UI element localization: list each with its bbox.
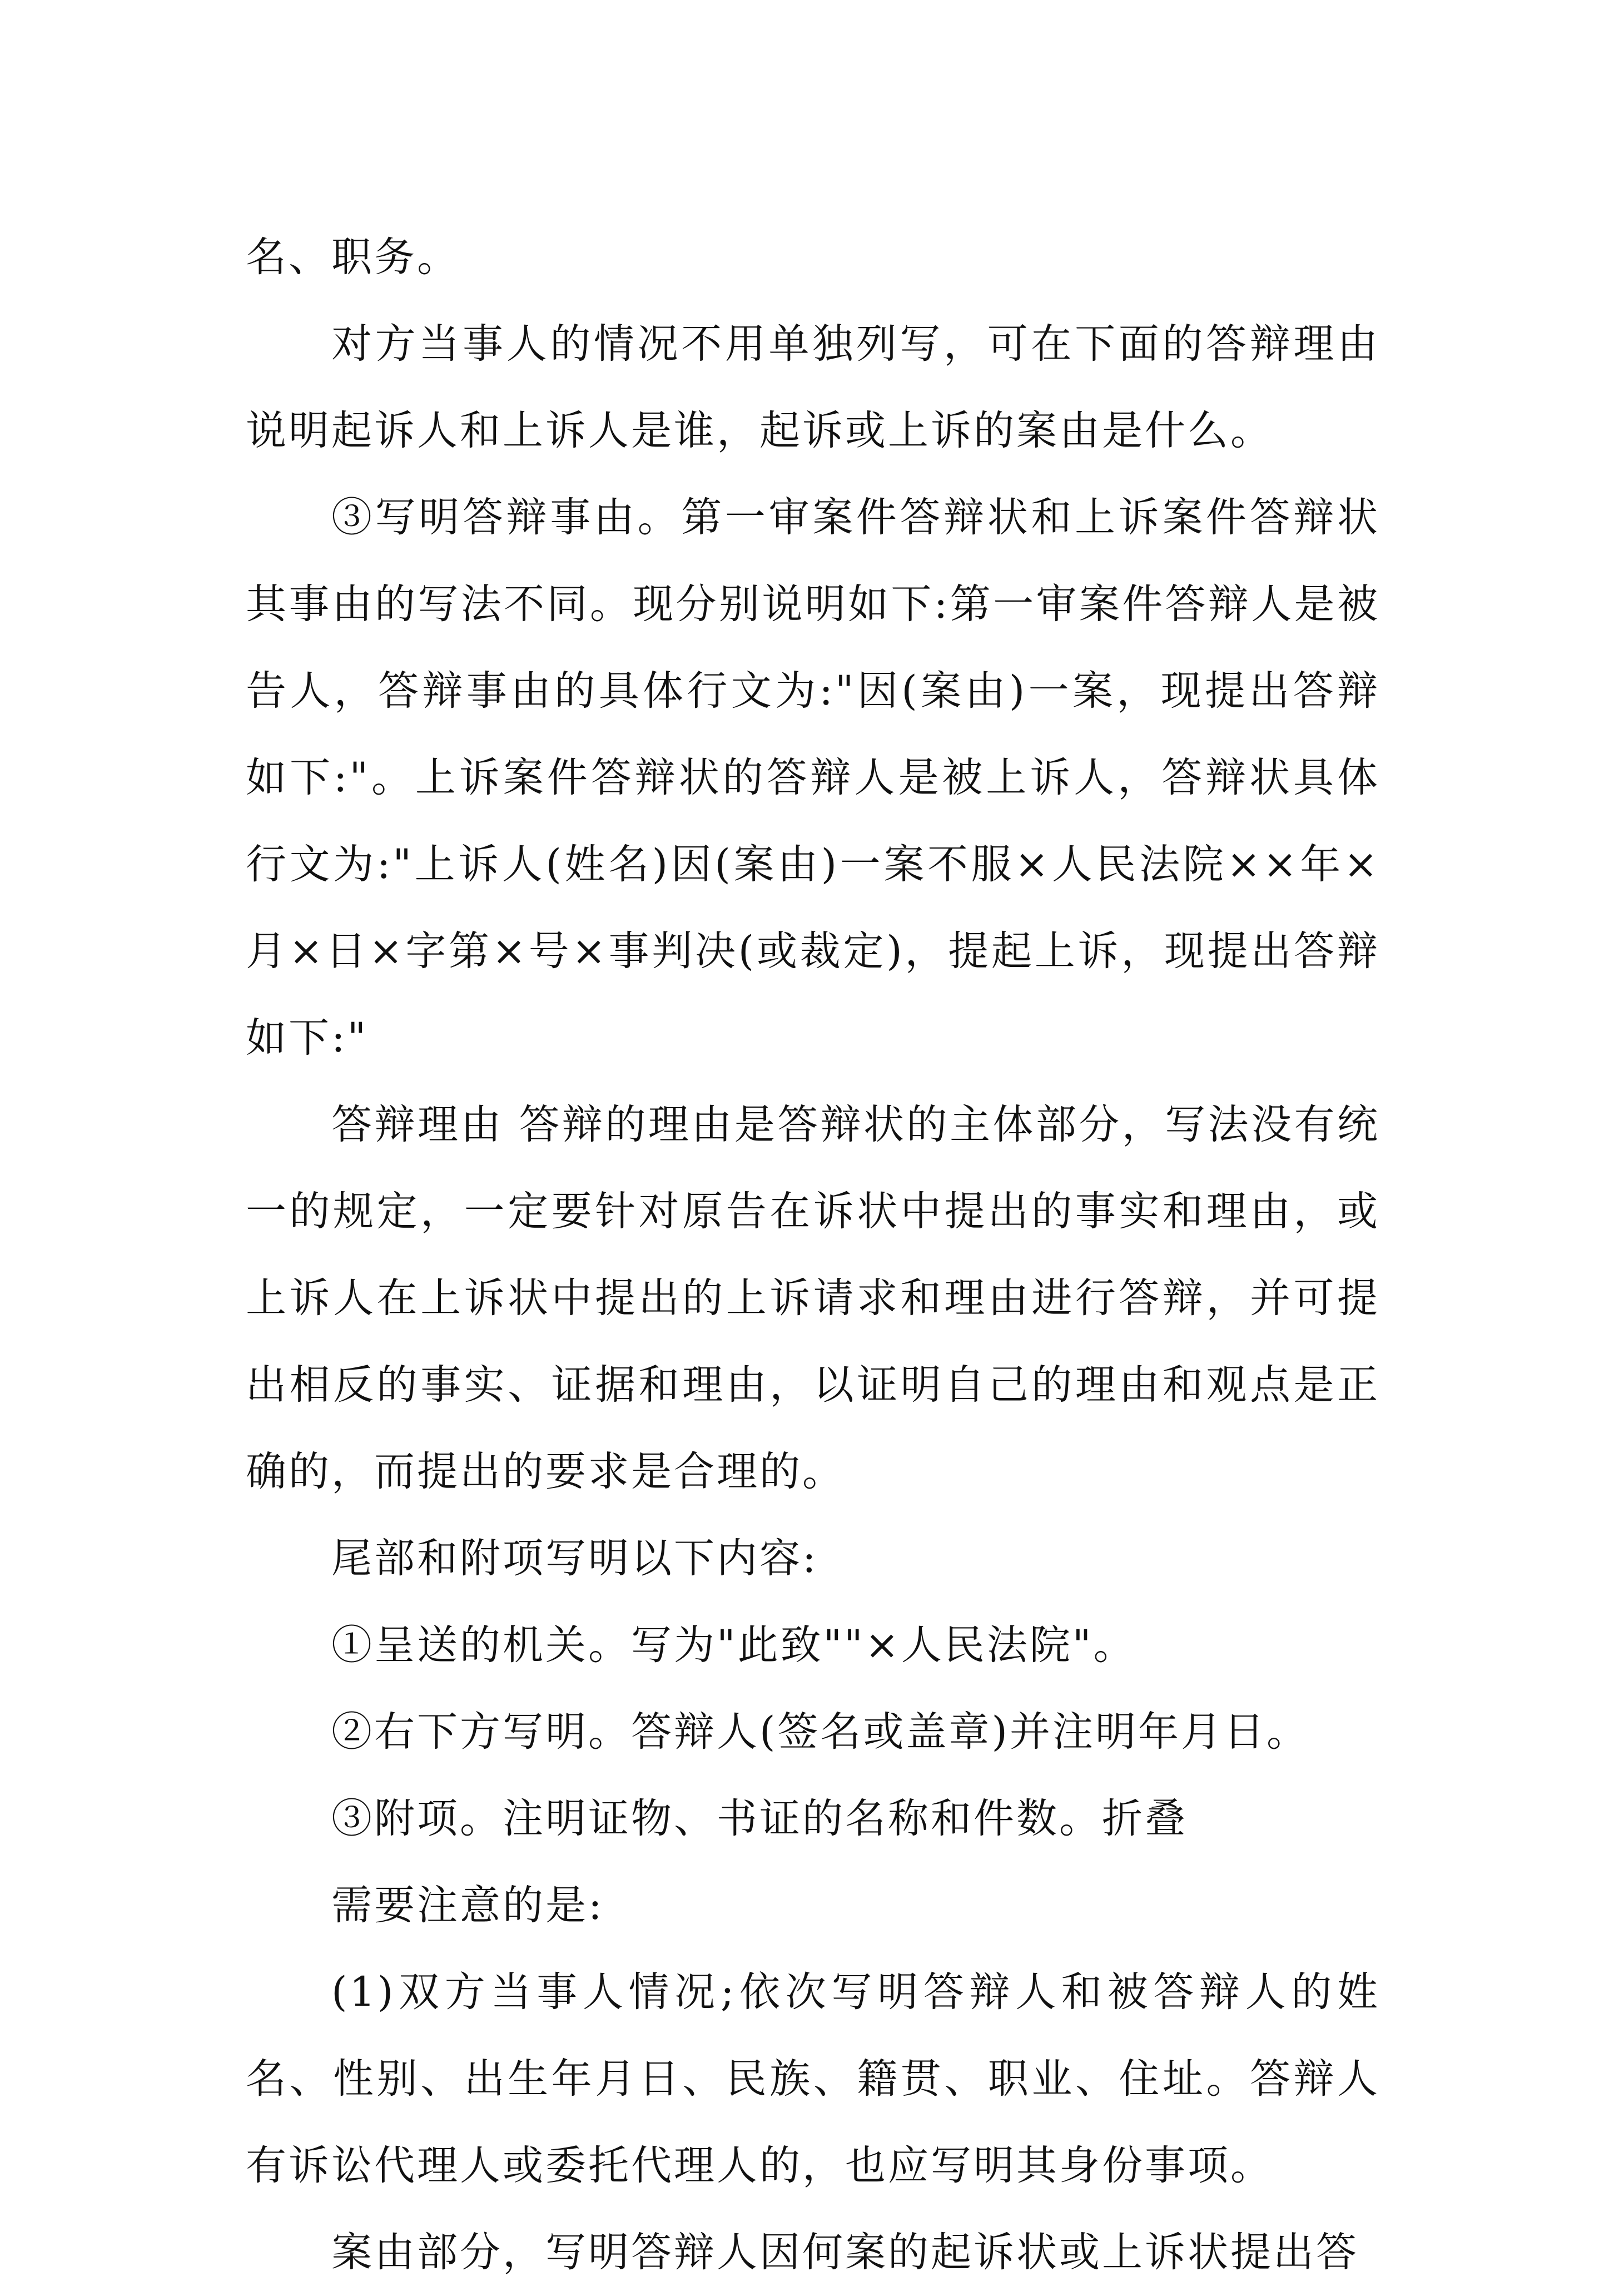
paragraph-10: (1)双方当事人情况;依次写明答辩人和被答辩人的姓名、性别、出生年月日、民族、籍贯、职业、住址。答辩人有诉讼代理人或委托代理人的，也应写明其身份事项。 [246, 1968, 1380, 2189]
paragraph-4: 答辩理由 答辩的理由是答辩状的主体部分，写法没有统一的规定，一定要针对原告在诉状中提出的事实和理由，或上诉人在上诉状中提出的上诉请求和理由进行答辩，并可提出相反的事实、证据和理由，以证明自己的理由和观点是正确的，而提出的要求是合理的。 [246, 1101, 1380, 1495]
paragraph-2: 对方当事人的情况不用单独列写，可在下面的答辩理由说明起诉人和上诉人是谁，起诉或上诉的案由是什么。 [246, 320, 1380, 454]
document-body [246, 214, 1380, 2296]
paragraph-8: ③附项。注明证物、书证的名称和件数。折叠 [331, 1795, 1188, 1842]
paragraph-11: 案由部分，写明答辩人因何案的起诉状或上诉状提出答 [331, 2229, 1359, 2276]
paragraph-6: ①呈送的机关。写为"此致""×人民法院"。 [331, 1621, 1136, 1669]
paragraph-1: 名、职务。 [246, 234, 460, 281]
paragraph-9: 需要注意的是: [331, 1882, 604, 1929]
paragraph-5: 尾部和附项写明以下内容: [331, 1535, 818, 1582]
paragraph-3: ③写明答辩事由。第一审案件答辩状和上诉案件答辩状其事由的写法不同。现分别说明如下:第一审案件答辩人是被告人，答辩事由的具体行文为:"因(案由)一案，现提出答辩如下:"。上诉案件答辩状的答辩人是被上诉人，答辩状具体行文为:"上诉人(姓名)因(案由)一案不服×人民法院××年×月×日×字第×号×事判决(或裁定)，提起上诉，现提出答辩如下:" [246, 494, 1380, 1062]
paragraph-7: ②右下方写明。答辩人(签名或盖章)并注明年月日。 [331, 1708, 1309, 1756]
